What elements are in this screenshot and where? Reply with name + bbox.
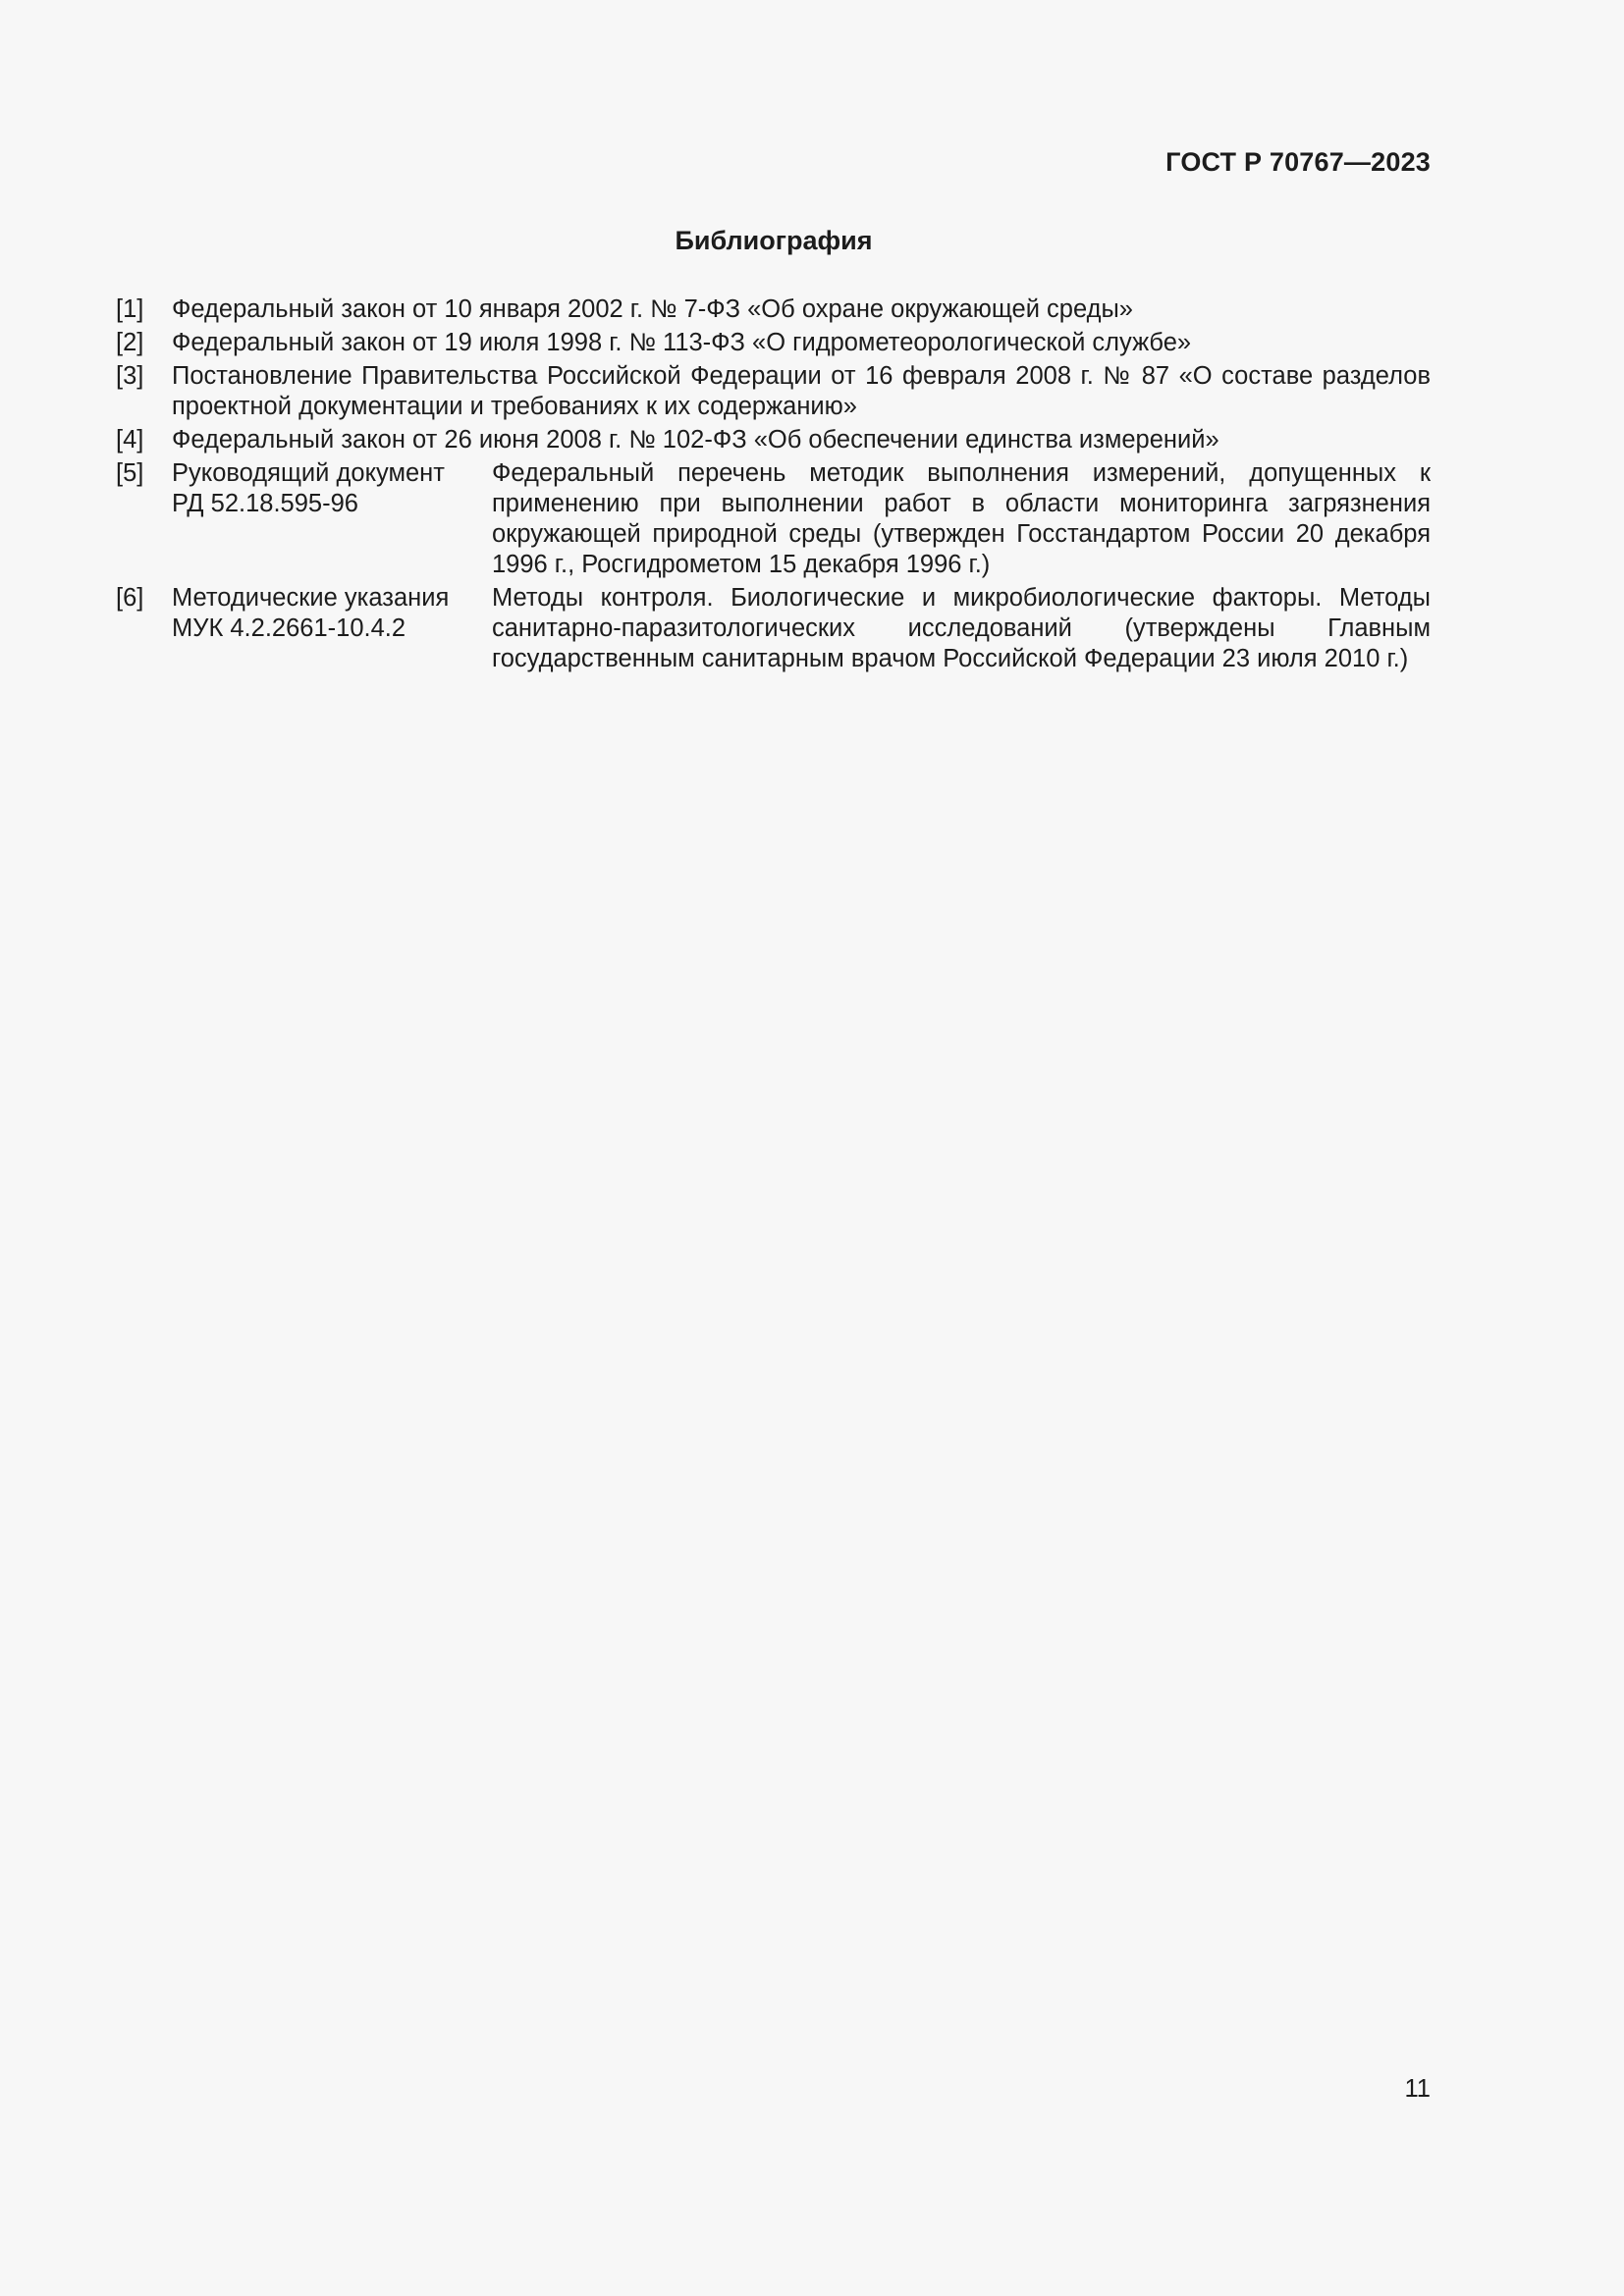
page-number: 11 bbox=[1404, 2075, 1431, 2103]
document-id: РД 52.18.595-96 bbox=[172, 490, 358, 517]
reference-document bbox=[172, 583, 492, 674]
document-id: МУК 4.2.2661-10.4.2 bbox=[172, 614, 406, 642]
reference-number: [4] bbox=[116, 426, 144, 454]
reference-description: Методы контроля. Биологические и микробиологические факторы. Методы санитарно-паразитологических исследований (утверждены Главным государственным санитарным врачом Российской Федерации 23 июля 2010 г.) bbox=[492, 584, 1431, 672]
bibliography-item bbox=[116, 583, 1431, 674]
bibliography-item bbox=[116, 458, 1431, 580]
reference-number: [1] bbox=[116, 295, 144, 323]
reference-number: [6] bbox=[116, 584, 144, 612]
bibliography-item bbox=[116, 328, 1431, 358]
reference-text: Федеральный закон от 19 июля 1998 г. № 113-ФЗ «О гидрометеорологической службе» bbox=[172, 329, 1192, 356]
reference-number: [5] bbox=[116, 459, 144, 487]
bibliography-item bbox=[116, 425, 1431, 455]
document-type: Руководящий документ bbox=[172, 459, 445, 487]
reference-description: Федеральный перечень методик выполнения измерений, допущенных к применению при выполнении работ в области мониторинга загрязнения окружающей природной среды (утвержден Госстандартом России 20 декабря 1996 г., Росгидрометом 15 декабря 1996 г.) bbox=[492, 459, 1431, 578]
bibliography-item bbox=[116, 361, 1431, 422]
reference-document bbox=[172, 458, 492, 580]
page-title: Библиография bbox=[675, 226, 873, 255]
bibliography-list bbox=[116, 294, 1431, 677]
document-type: Методические указания bbox=[172, 584, 450, 612]
reference-text: Постановление Правительства Российской Федерации от 16 февраля 2008 г. № 87 «О составе разделов проектной документации и требованиях к их содержанию» bbox=[172, 362, 1431, 420]
reference-text: Федеральный закон от 26 июня 2008 г. № 102-ФЗ «Об обеспечении единства измерений» bbox=[172, 426, 1219, 454]
reference-text: Федеральный закон от 10 января 2002 г. № 7-ФЗ «Об охране окружающей среды» bbox=[172, 295, 1133, 323]
document-code: ГОСТ Р 70767—2023 bbox=[1165, 147, 1431, 177]
reference-number: [3] bbox=[116, 362, 144, 390]
bibliography-item bbox=[116, 294, 1431, 325]
reference-number: [2] bbox=[116, 329, 144, 356]
